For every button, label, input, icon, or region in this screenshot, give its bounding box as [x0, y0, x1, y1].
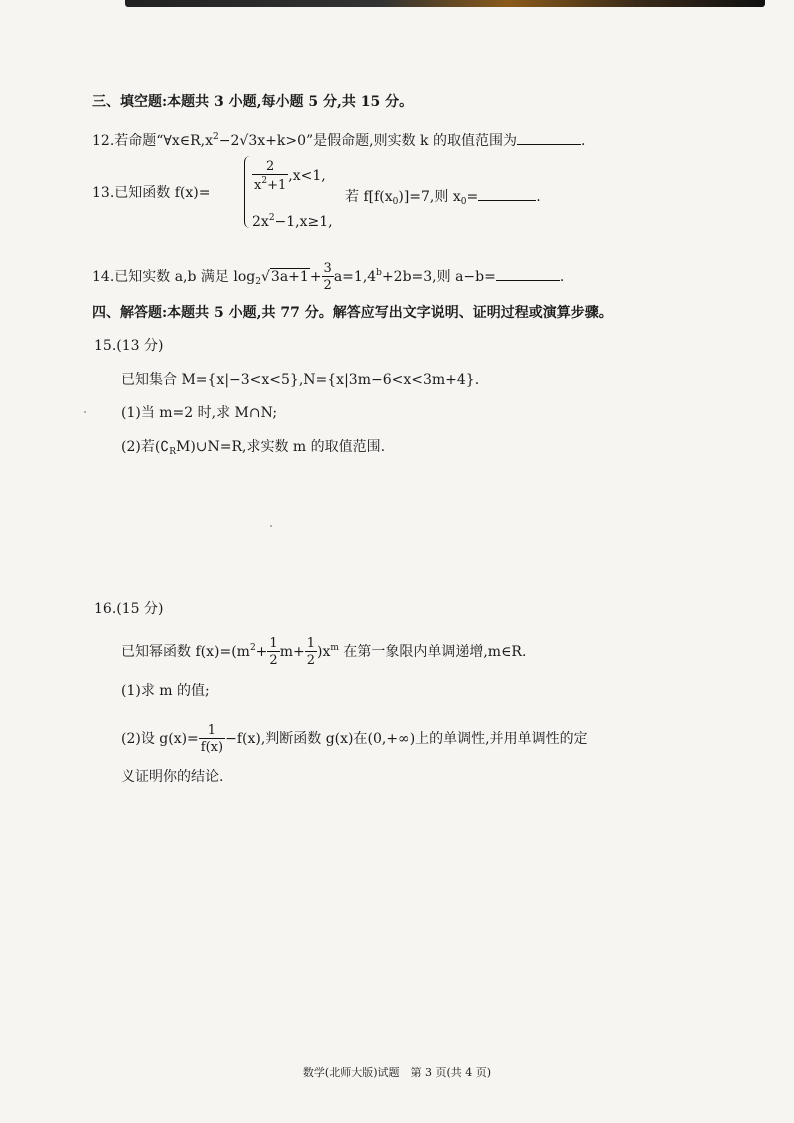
question-12: 12.若命题“$\forall x\in R,x^2-2√3x+k>0$”是假命题,则实数 k 的取值范围为 . [92, 132, 586, 149]
answer-blank-12[interactable] [517, 143, 581, 145]
section-3-header: 三、填空题:本题共 3 小题,每小题 5 分,共 15 分。 [92, 94, 414, 110]
piecewise-case-1: $\frac{2}{x^2+1}$ ,x<1, [254, 159, 326, 193]
question-13-condition: 若 $f[f(x_0)]=7$,则 $x_0=$ . [345, 189, 541, 207]
scan-speck [84, 411, 86, 413]
question-16-function: 已知幂函数 $f(x)=(m^2+$ $\frac{1}{2}$ m+ $\frac{1}{2}$ )$x^m$ 在第一象限内单调递增,m∈R. [121, 636, 527, 668]
piecewise-case-2: $2x^2-1,x\ge 1$, [252, 213, 333, 230]
case-1-fraction: $\frac{2}{x^2+1}$ [254, 159, 287, 193]
question-16-part-1: (1)求 m 的值; [121, 683, 210, 699]
section-4-header: 四、解答题:本题共 5 小题,共 77 分。解答应写出文字说明、证明过程或演算步骤。 [92, 305, 613, 321]
question-16-title: 16.(15 分) [94, 601, 164, 617]
question-15-title: 15.(13 分) [94, 338, 164, 354]
question-14: 14.已知实数 a,b 满足 $\log_2√3a+1+$ $\frac{3}{2}$ a=1,4$^b$+2b=3,则 a−b= . [92, 261, 565, 293]
answer-blank-13[interactable] [478, 199, 536, 201]
fraction-1-over-fx: $\frac{1}{f(x)}$ [200, 723, 224, 755]
fraction-1-2-a: $\frac{1}{2}$ [269, 636, 278, 668]
question-15-part-1: (1)当 m=2 时,求 M∩N; [121, 405, 278, 421]
question-16-part-2: (2)设 g(x)= $\frac{1}{f(x)}$ −f(x),判断函数 g(x)在(0,+∞)上的单调性,并用单调性的定 [121, 723, 588, 755]
answer-blank-14[interactable] [496, 279, 560, 281]
scan-edge-shadow [125, 0, 765, 7]
fraction-3-2: $\frac{3}{2}$ [323, 261, 332, 293]
page-footer: 数学(北师大版)试题 第 3 页(共 4 页) [302, 1066, 492, 1079]
question-13-prefix: 13.已知函数 f(x)= [92, 185, 211, 201]
question-15-part-2: (2)若$(∁_RM)\cup N=R$,求实数 m 的取值范围. [121, 439, 386, 457]
scan-speck [270, 525, 272, 527]
question-15-sets: 已知集合 M={x|−3<x<5},N={x|3m−6<x<3m+4}. [121, 372, 480, 388]
question-16-part-2-cont: 义证明你的结论. [121, 769, 224, 785]
fraction-1-2-b: $\frac{1}{2}$ [306, 636, 315, 668]
